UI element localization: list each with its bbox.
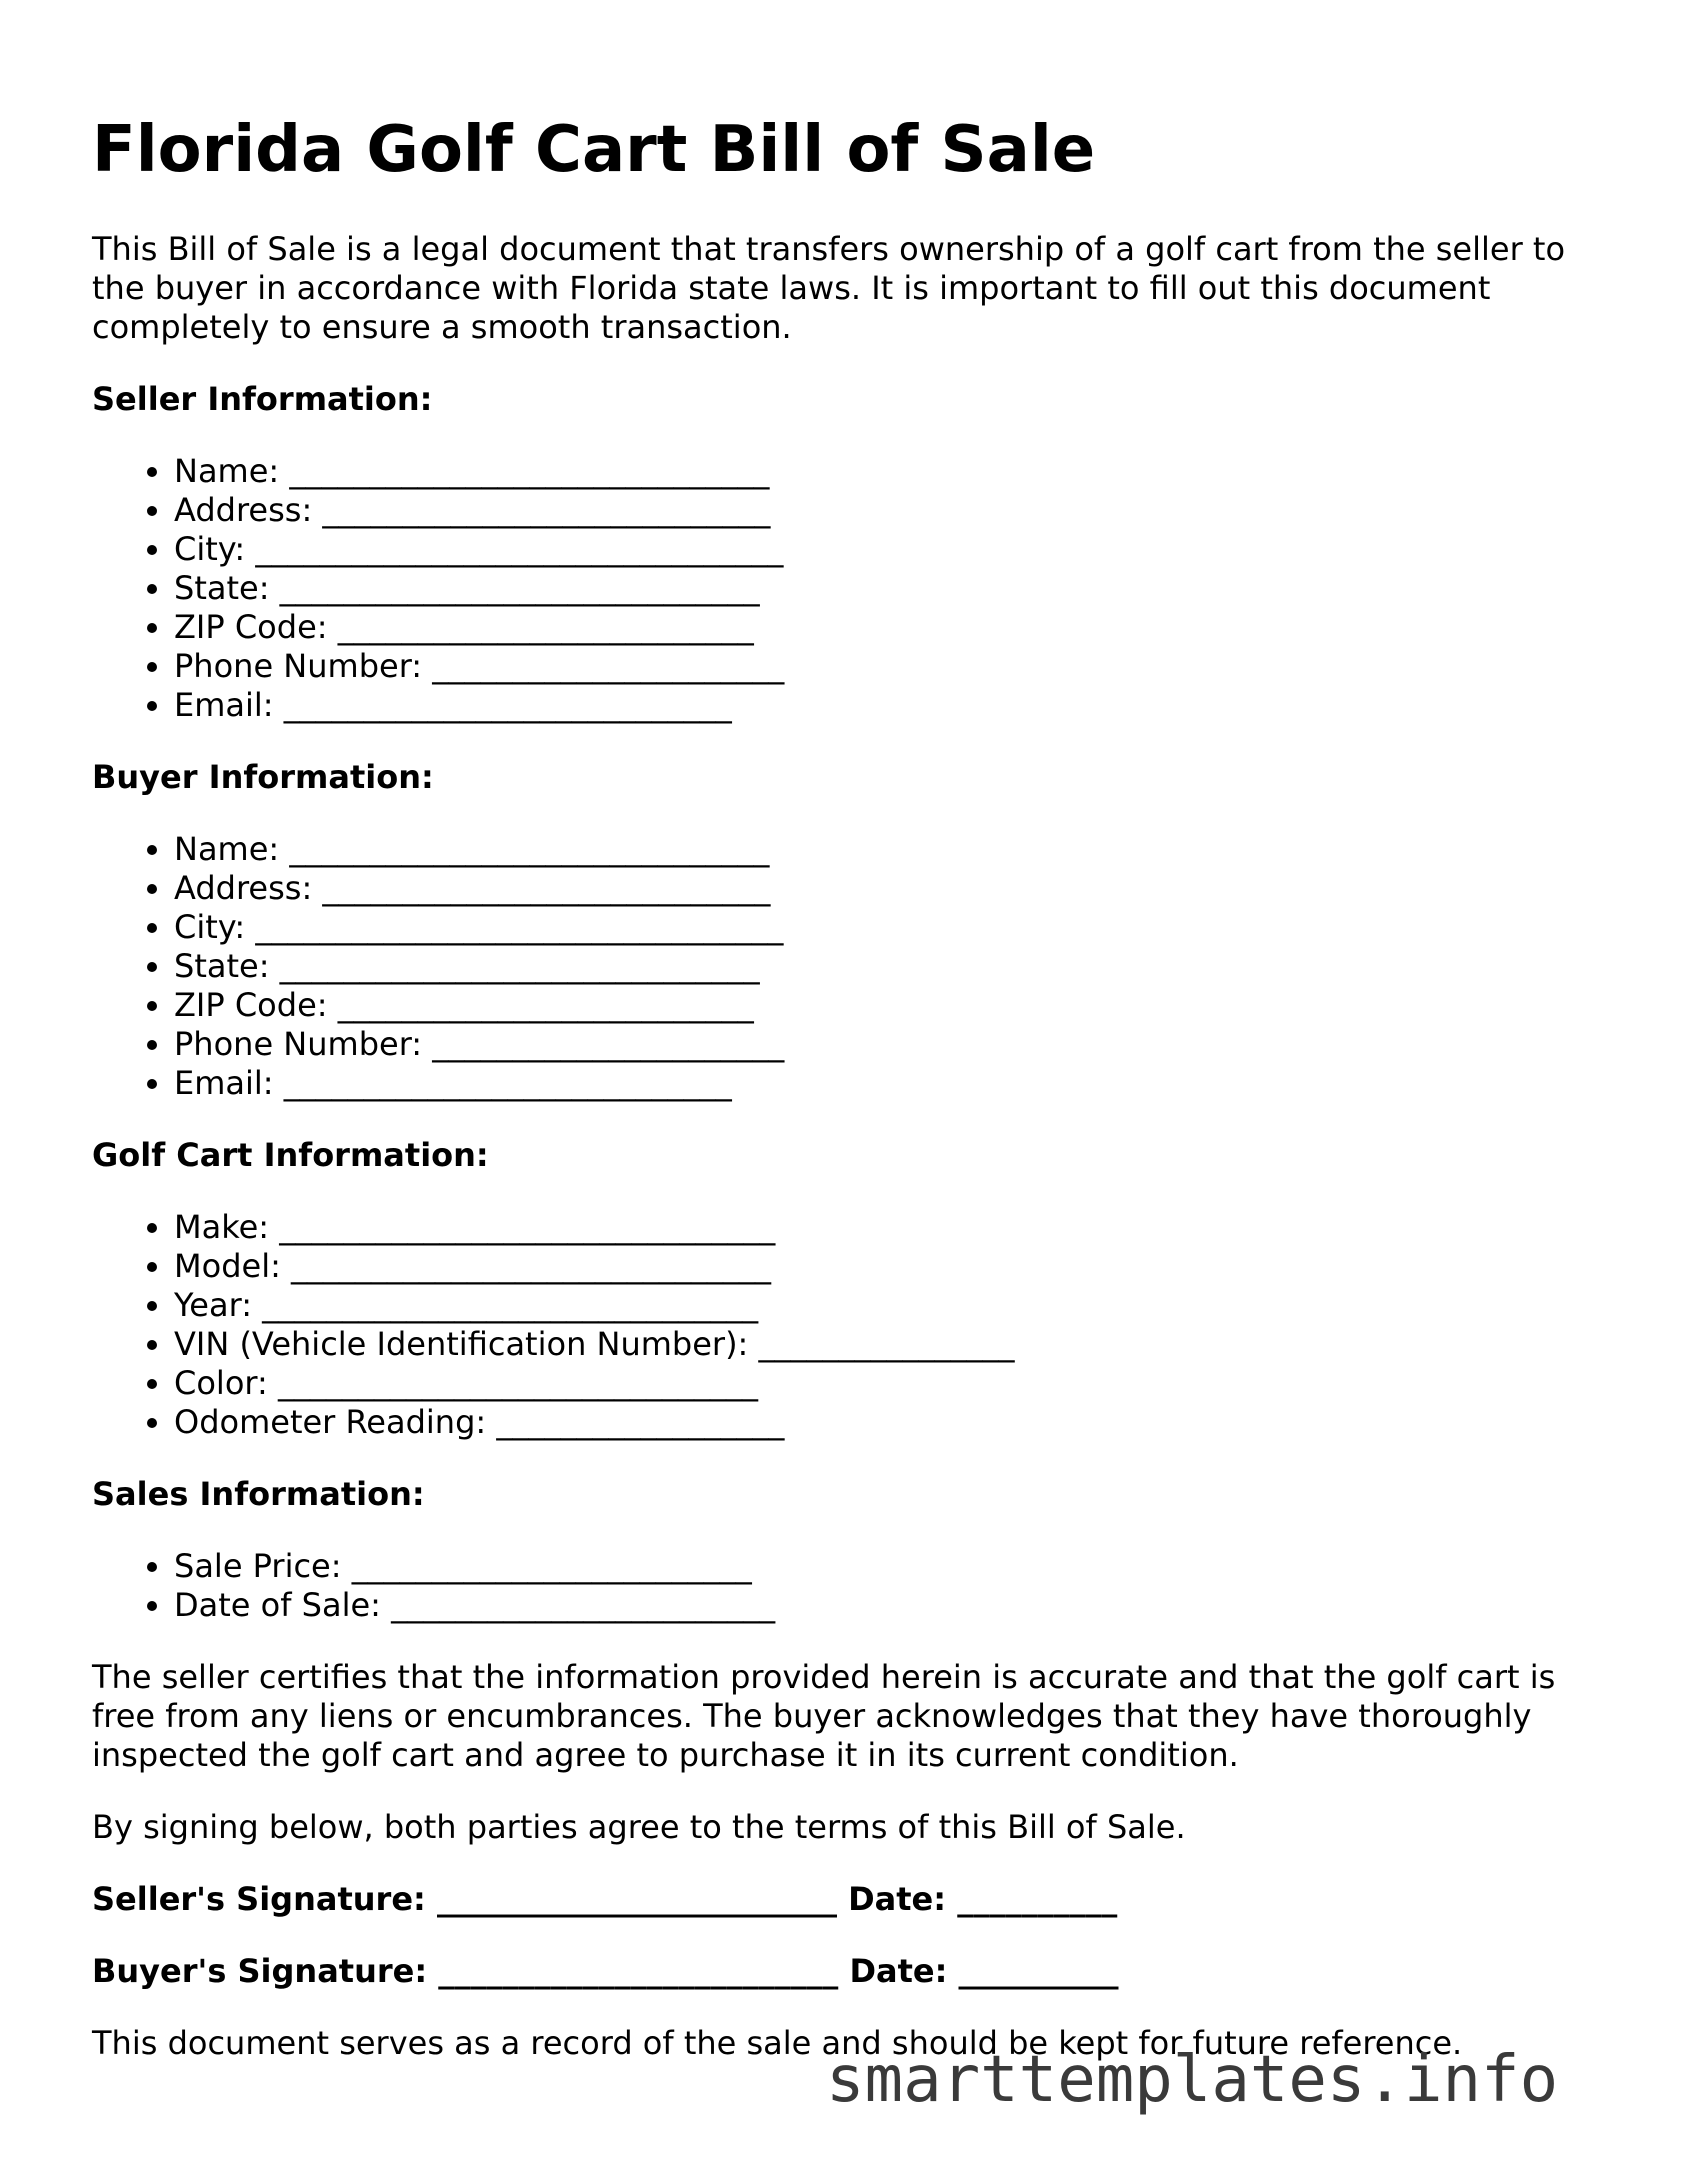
sales-heading: Sales Information: bbox=[92, 1475, 425, 1513]
buyer-zip-field: • ZIP Code: __________________________ bbox=[174, 986, 1602, 1025]
buyer-city-field: • City: _________________________________ bbox=[174, 908, 1602, 947]
seller-zip-field: • ZIP Code: __________________________ bbox=[174, 608, 1602, 647]
cart-vin-field: • VIN (Vehicle Identification Number): ________________ bbox=[174, 1325, 1602, 1364]
cart-heading: Golf Cart Information: bbox=[92, 1136, 489, 1174]
sale-date-field: • Date of Sale: ________________________ bbox=[174, 1586, 1602, 1625]
buyer-signature-line: Buyer's Signature: _________________________ Date: __________ bbox=[92, 1952, 1119, 1990]
cart-color-field: • Color: ______________________________ bbox=[174, 1364, 1602, 1403]
page-title: Florida Golf Cart Bill of Sale bbox=[92, 113, 1096, 187]
seller-fields-list bbox=[92, 452, 1602, 725]
agreement-paragraph: By signing below, both parties agree to the terms of this Bill of Sale. bbox=[92, 1808, 1186, 1846]
seller-heading: Seller Information: bbox=[92, 380, 433, 418]
cart-year-field: • Year: _______________________________ bbox=[174, 1286, 1602, 1325]
cart-make-field: • Make: _______________________________ bbox=[174, 1208, 1602, 1247]
document-page bbox=[92, 110, 1602, 2096]
buyer-name-field: • Name: ______________________________ bbox=[174, 830, 1602, 869]
sale-price-field: • Sale Price: _________________________ bbox=[174, 1547, 1602, 1586]
seller-email-field: • Email: ____________________________ bbox=[174, 686, 1602, 725]
certification-paragraph: The seller certifies that the information provided herein is accurate and that the golf cart is free from any liens or encumbrances. The buyer acknowledges that they have thoroughly inspected the golf cart and agree to purchase it in its current condition. bbox=[92, 1658, 1556, 1774]
cart-fields-list bbox=[92, 1208, 1602, 1442]
seller-name-field: • Name: ______________________________ bbox=[174, 452, 1602, 491]
buyer-email-field: • Email: ____________________________ bbox=[174, 1064, 1602, 1103]
closing-paragraph: This document serves as a record of the sale and should be kept for future reference. bbox=[92, 2024, 1463, 2062]
seller-city-field: • City: _________________________________ bbox=[174, 530, 1602, 569]
buyer-heading: Buyer Information: bbox=[92, 758, 434, 796]
seller-address-field: • Address: ____________________________ bbox=[174, 491, 1602, 530]
buyer-phone-field: • Phone Number: ______________________ bbox=[174, 1025, 1602, 1064]
seller-signature-line: Seller's Signature: _________________________ Date: __________ bbox=[92, 1880, 1118, 1918]
buyer-fields-list bbox=[92, 830, 1602, 1103]
watermark: smarttemplates.info bbox=[826, 2043, 1559, 2117]
sales-fields-list bbox=[92, 1547, 1602, 1625]
buyer-address-field: • Address: ____________________________ bbox=[174, 869, 1602, 908]
buyer-state-field: • State: ______________________________ bbox=[174, 947, 1602, 986]
intro-paragraph: This Bill of Sale is a legal document that transfers ownership of a golf cart from the seller to the buyer in accordance with Florida state laws. It is important to fill out this document completely to ensure a smooth transaction. bbox=[92, 230, 1566, 346]
seller-state-field: • State: ______________________________ bbox=[174, 569, 1602, 608]
cart-odometer-field: • Odometer Reading: __________________ bbox=[174, 1403, 1602, 1442]
cart-model-field: • Model: ______________________________ bbox=[174, 1247, 1602, 1286]
seller-phone-field: • Phone Number: ______________________ bbox=[174, 647, 1602, 686]
